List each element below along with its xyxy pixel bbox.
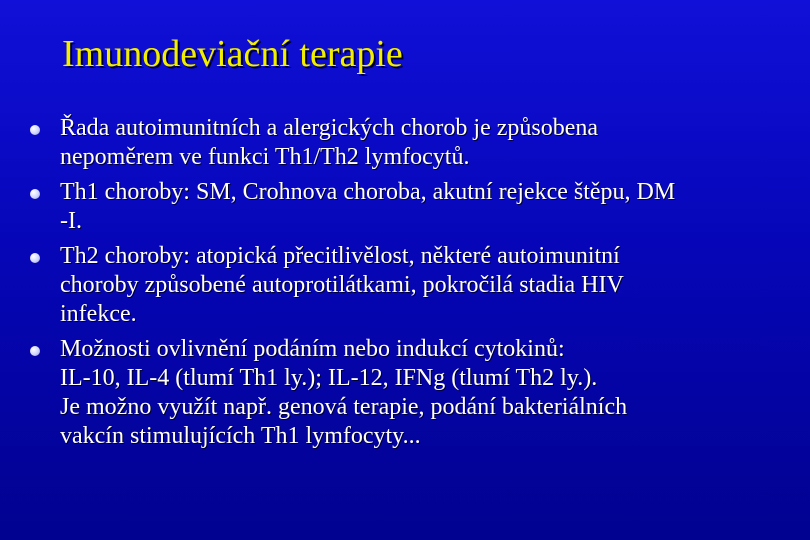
bullet-text-line: Th1 choroby: SM, Crohnova choroba, akutní rejekce štěpu, DM [60,179,676,205]
bullet-dot-icon [30,346,40,356]
bullet-text-line: -I. [60,208,82,234]
slide-title: Imunodeviační terapie [62,33,403,75]
bullet-text-line: infekce. [60,301,137,327]
bullet-item [30,335,790,451]
bullet-item [30,242,790,329]
bullet-text-line: Th2 choroby: atopická přecitlivělost, některé autoimunitní [60,243,620,269]
bullet-dot-icon [30,125,40,135]
bullet-dot-icon [30,253,40,263]
bullet-list [30,114,790,457]
bullet-text-line: IL-10, IL-4 (tlumí Th1 ly.); IL-12, IFNg (tlumí Th2 ly.). [60,365,598,391]
bullet-text-line: choroby způsobené autoprotilátkami, pokročilá stadia HIV [60,272,624,298]
bullet-text-line: Řada autoimunitních a alergických chorob je způsobena [60,115,599,141]
bullet-text-line: nepoměrem ve funkci Th1/Th2 lymfocytů. [60,144,470,170]
bullet-dot-icon [30,189,40,199]
bullet-item [30,114,790,172]
bullet-item [30,178,790,236]
bullet-text-line: vakcín stimulujících Th1 lymfocyty... [60,423,421,449]
bullet-text-line: Je možno využít např. genová terapie, podání bakteriálních [60,394,628,420]
bullet-text-line: Možnosti ovlivnění podáním nebo indukcí cytokinů: [60,336,565,362]
